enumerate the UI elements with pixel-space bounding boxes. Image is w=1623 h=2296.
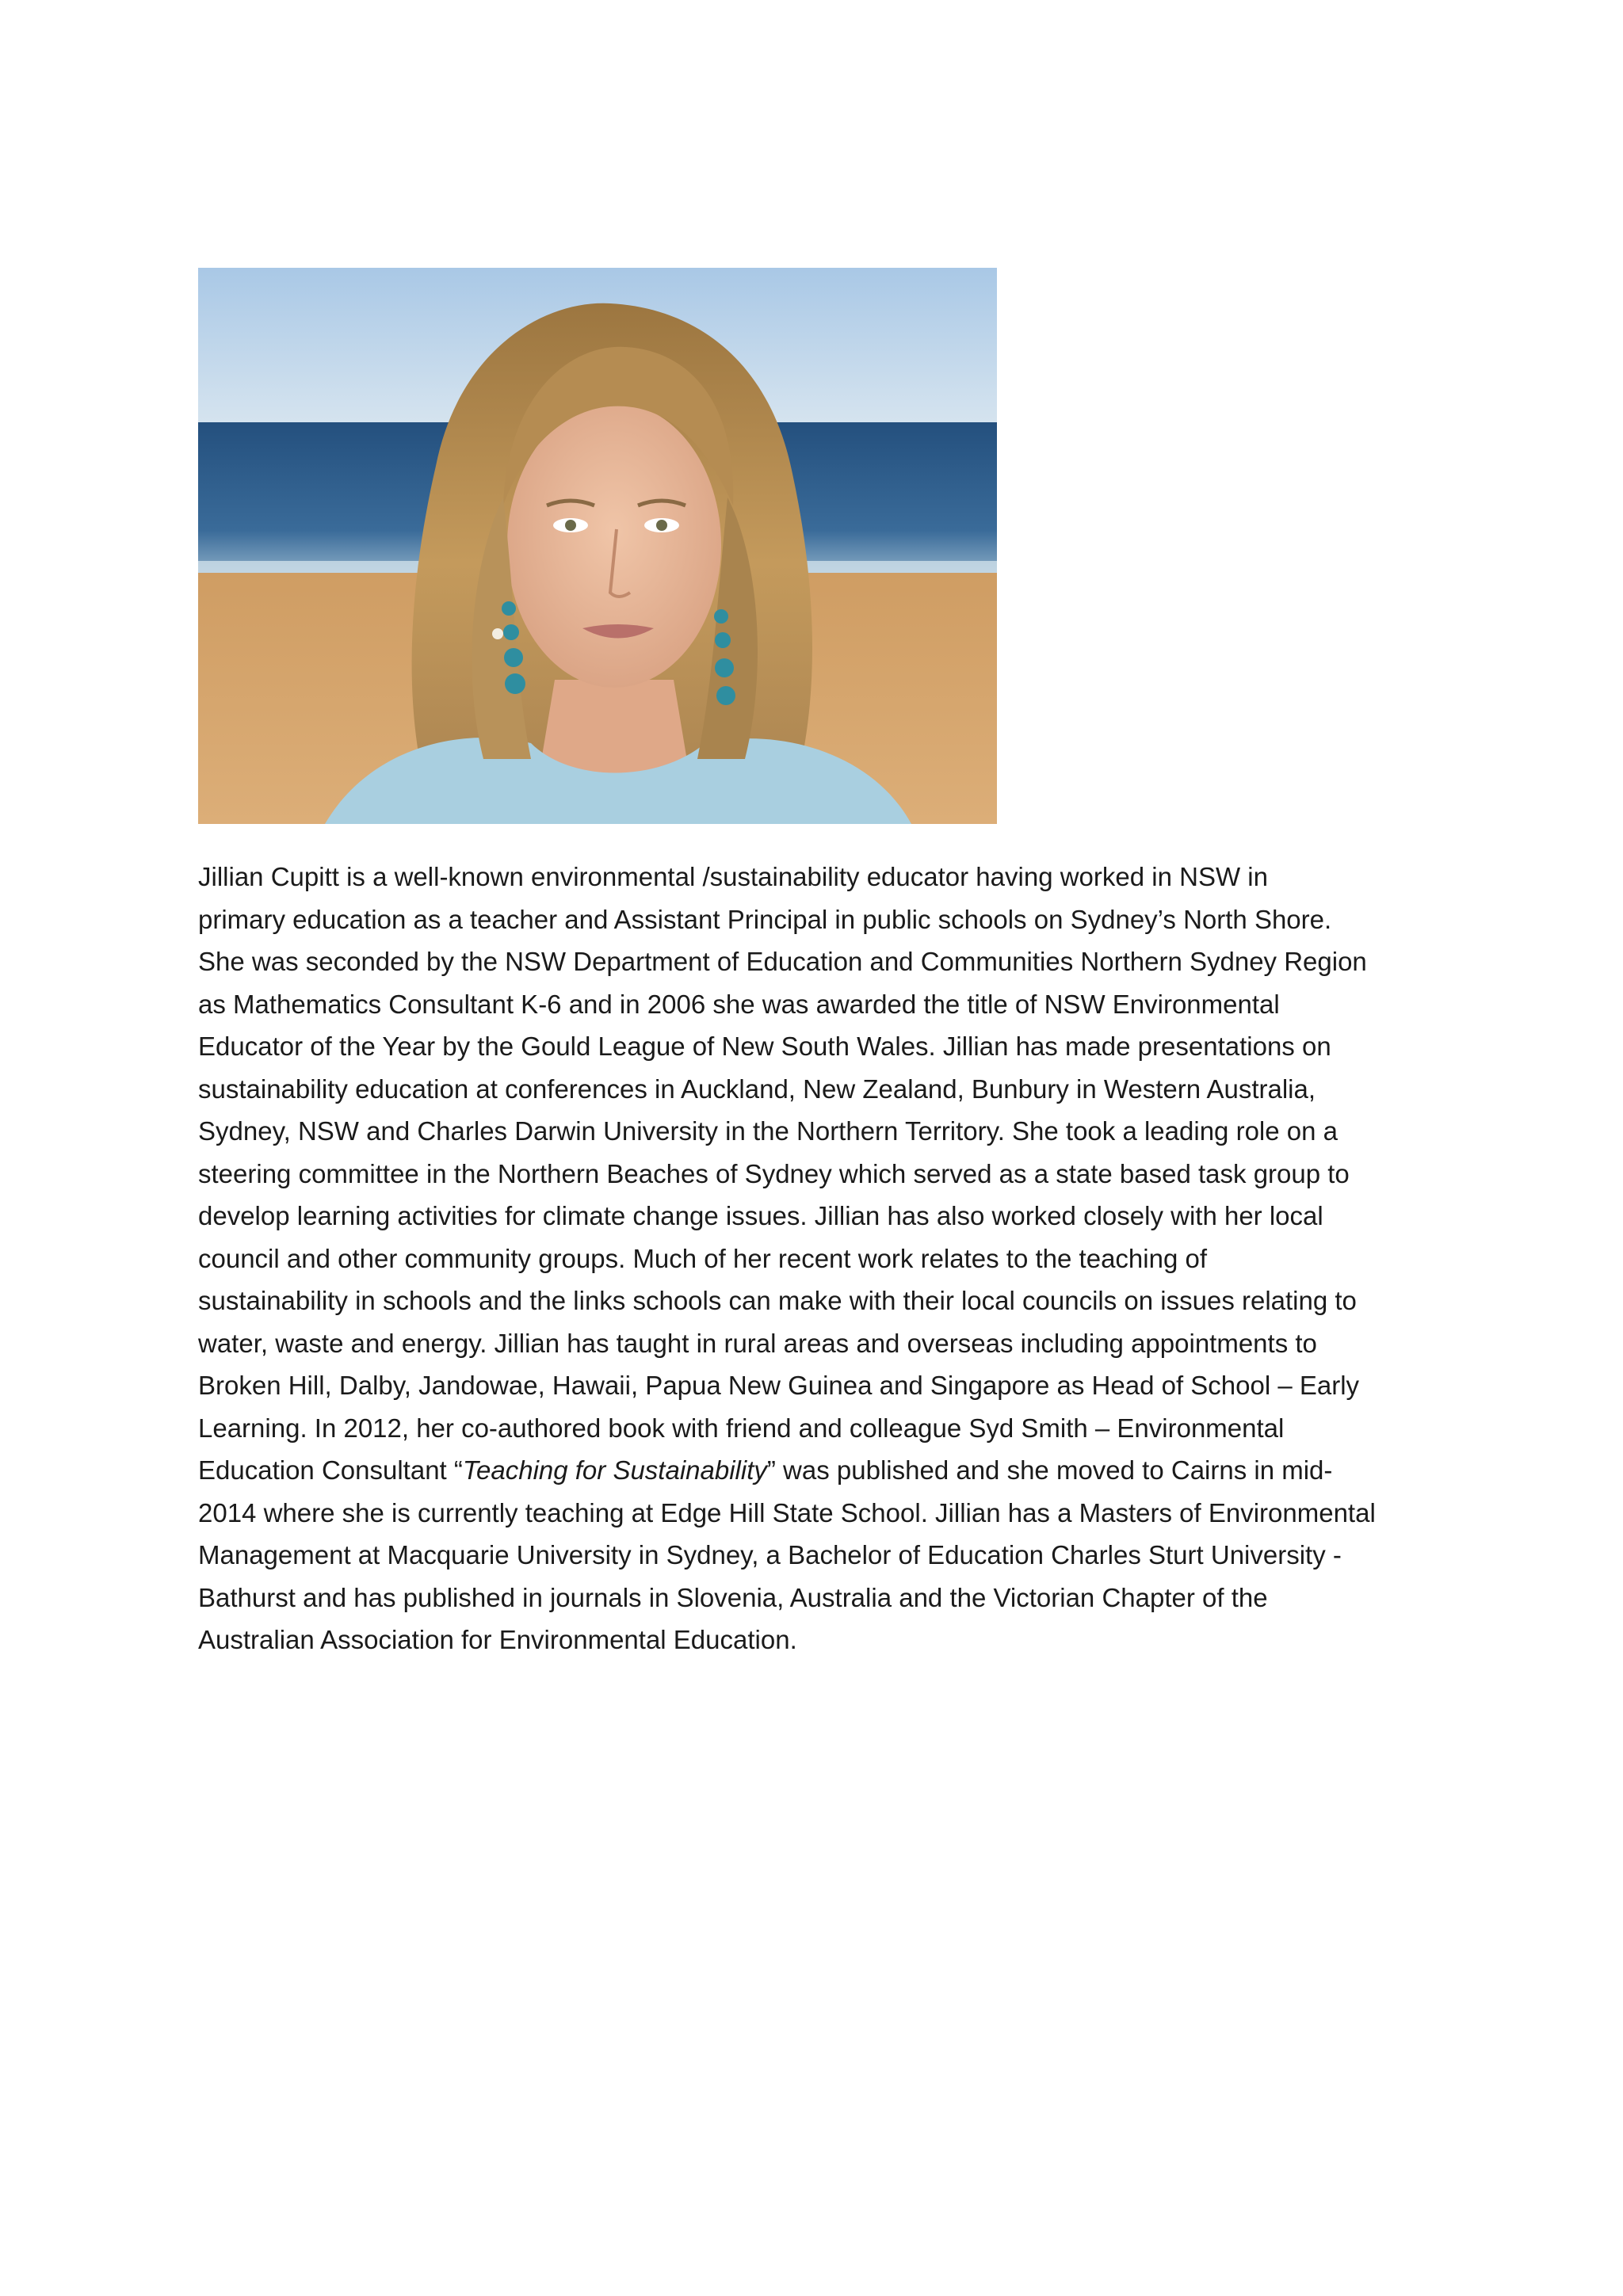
bio-line: Learning. In 2012, her co-authored book with friend and colleague Syd Smith – Environmental: [198, 1413, 1285, 1443]
bio-line: develop learning activities for climate change issues. Jillian has also worked closely with her local: [198, 1201, 1323, 1230]
bio-line-book-title: [198, 1449, 1434, 1492]
bio-text: ” was published and she moved to Cairns in mid-: [766, 1455, 1333, 1485]
bio-text: Education Consultant “: [198, 1455, 463, 1485]
book-title: Teaching for Sustainability: [462, 1455, 767, 1485]
bio-line: water, waste and energy. Jillian has taught in rural areas and overseas including appointments to: [198, 1328, 1317, 1358]
portrait-photo: [198, 268, 997, 824]
portrait-illustration: [198, 268, 997, 824]
bio-line: 2014 where she is currently teaching at Edge Hill State School. Jillian has a Masters of Environmental: [198, 1497, 1376, 1527]
bio-line: steering committee in the Northern Beaches of Sydney which served as a state based task group to: [198, 1158, 1350, 1188]
bio-line: sustainability in schools and the links schools can make with their local councils on issues relating to: [198, 1286, 1357, 1315]
bio-line: She was seconded by the NSW Department of Education and Communities Northern Sydney Region: [198, 947, 1367, 976]
bio-line: primary education as a teacher and Assistant Principal in public schools on Sydney’s North Shore.: [198, 904, 1332, 934]
bio-line: Management at Macquarie University in Sydney, a Bachelor of Education Charles Sturt University -: [198, 1540, 1342, 1569]
bio-paragraph: [198, 856, 1434, 1661]
bio-line: Jillian Cupitt is a well-known environmental /sustainability educator having worked in NSW in: [198, 862, 1268, 891]
bio-line: Educator of the Year by the Gould League of New South Wales. Jillian has made presentations on: [198, 1032, 1331, 1061]
bio-line: council and other community groups. Much of her recent work relates to the teaching of: [198, 1243, 1207, 1273]
bio-line: Australian Association for Environmental Education.: [198, 1625, 797, 1654]
bio-line: as Mathematics Consultant K-6 and in 2006 she was awarded the title of NSW Environmental: [198, 989, 1280, 1019]
bio-line: Broken Hill, Dalby, Jandowae, Hawaii, Papua New Guinea and Singapore as Head of School – Early: [198, 1371, 1360, 1400]
bio-line: Sydney, NSW and Charles Darwin University in the Northern Territory. She took a leading role on a: [198, 1116, 1338, 1146]
bio-line: sustainability education at conferences in Auckland, New Zealand, Bunbury in Western Australia,: [198, 1074, 1316, 1104]
bio-line: Bathurst and has published in journals in Slovenia, Australia and the Victorian Chapter of the: [198, 1582, 1268, 1612]
